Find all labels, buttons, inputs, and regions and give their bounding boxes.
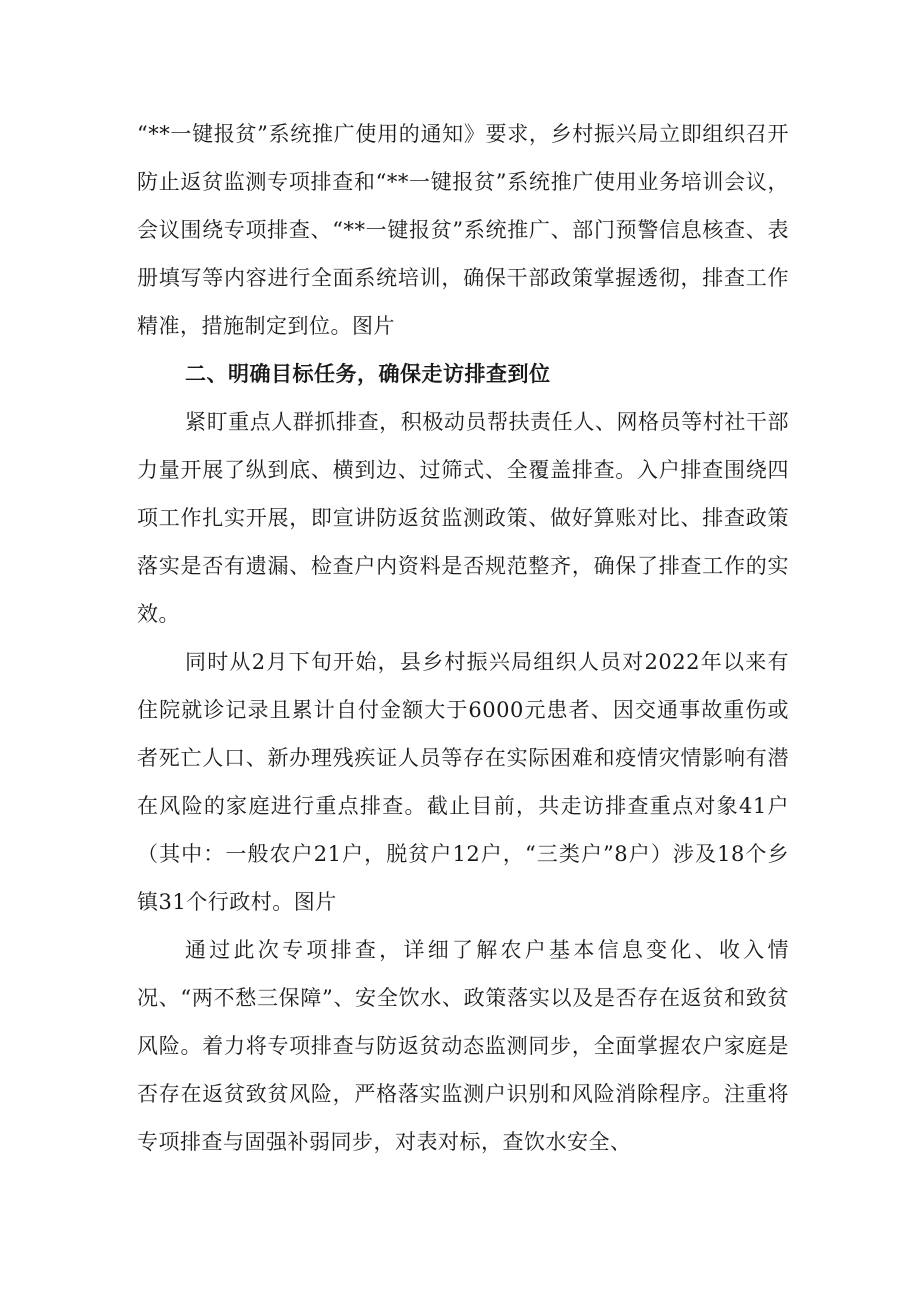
paragraph-training-notice: “**一键报贫”系统推广使用的通知》要求，乡村振兴局立即组织召开防止返贫监测专项排查和“**一键报贫”系统推广使用业务培训会议，会议围绕专项排查、“**一键报贫”系统推广、部门预警信息核查、表册填写等内容进行全面系统培训，确保干部政策掌握透彻，排查工作精准，措施制定到位。图片 bbox=[137, 122, 789, 338]
paragraph-investigation-results: 通过此次专项排查，详细了解农户基本信息变化、收入情况、“两不愁三保障”、安全饮水、政策落实以及是否存在返贫和致贫风险。着力将专项排查与防返贫动态监测同步，全面掌握农户家庭是否存在返贫致贫风险，严格落实监测户识别和风险消除程序。注重将专项排查与固强补弱同步，对表对标，查饮水安全、 bbox=[137, 938, 789, 1154]
document-body bbox=[137, 110, 789, 1166]
section-heading-2: 二、明确目标任务，确保走访排查到位 bbox=[185, 362, 551, 386]
paragraph-visit-statistics: 同时从2月下旬开始，县乡村振兴局组织人员对2022年以来有住院就诊记录且累计自付金额大于6000元患者、因交通事故重伤或者死亡人口、新办理残疾证人员等存在实际困难和疫情灾情影响有潜在风险的家庭进行重点排查。截止目前，共走访排查重点对象41户（其中：一般农户21户，脱贫户12户，“三类户”8户）涉及18个乡镇31个行政村。图片 bbox=[137, 650, 789, 914]
paragraph-key-groups: 紧盯重点人群抓排查，积极动员帮扶责任人、网格员等村社干部力量开展了纵到底、横到边、过筛式、全覆盖排查。入户排查围绕四项工作扎实开展，即宣讲防返贫监测政策、做好算账对比、排查政策落实是否有遗漏、检查户内资料是否规范整齐，确保了排查工作的实效。 bbox=[137, 410, 789, 626]
